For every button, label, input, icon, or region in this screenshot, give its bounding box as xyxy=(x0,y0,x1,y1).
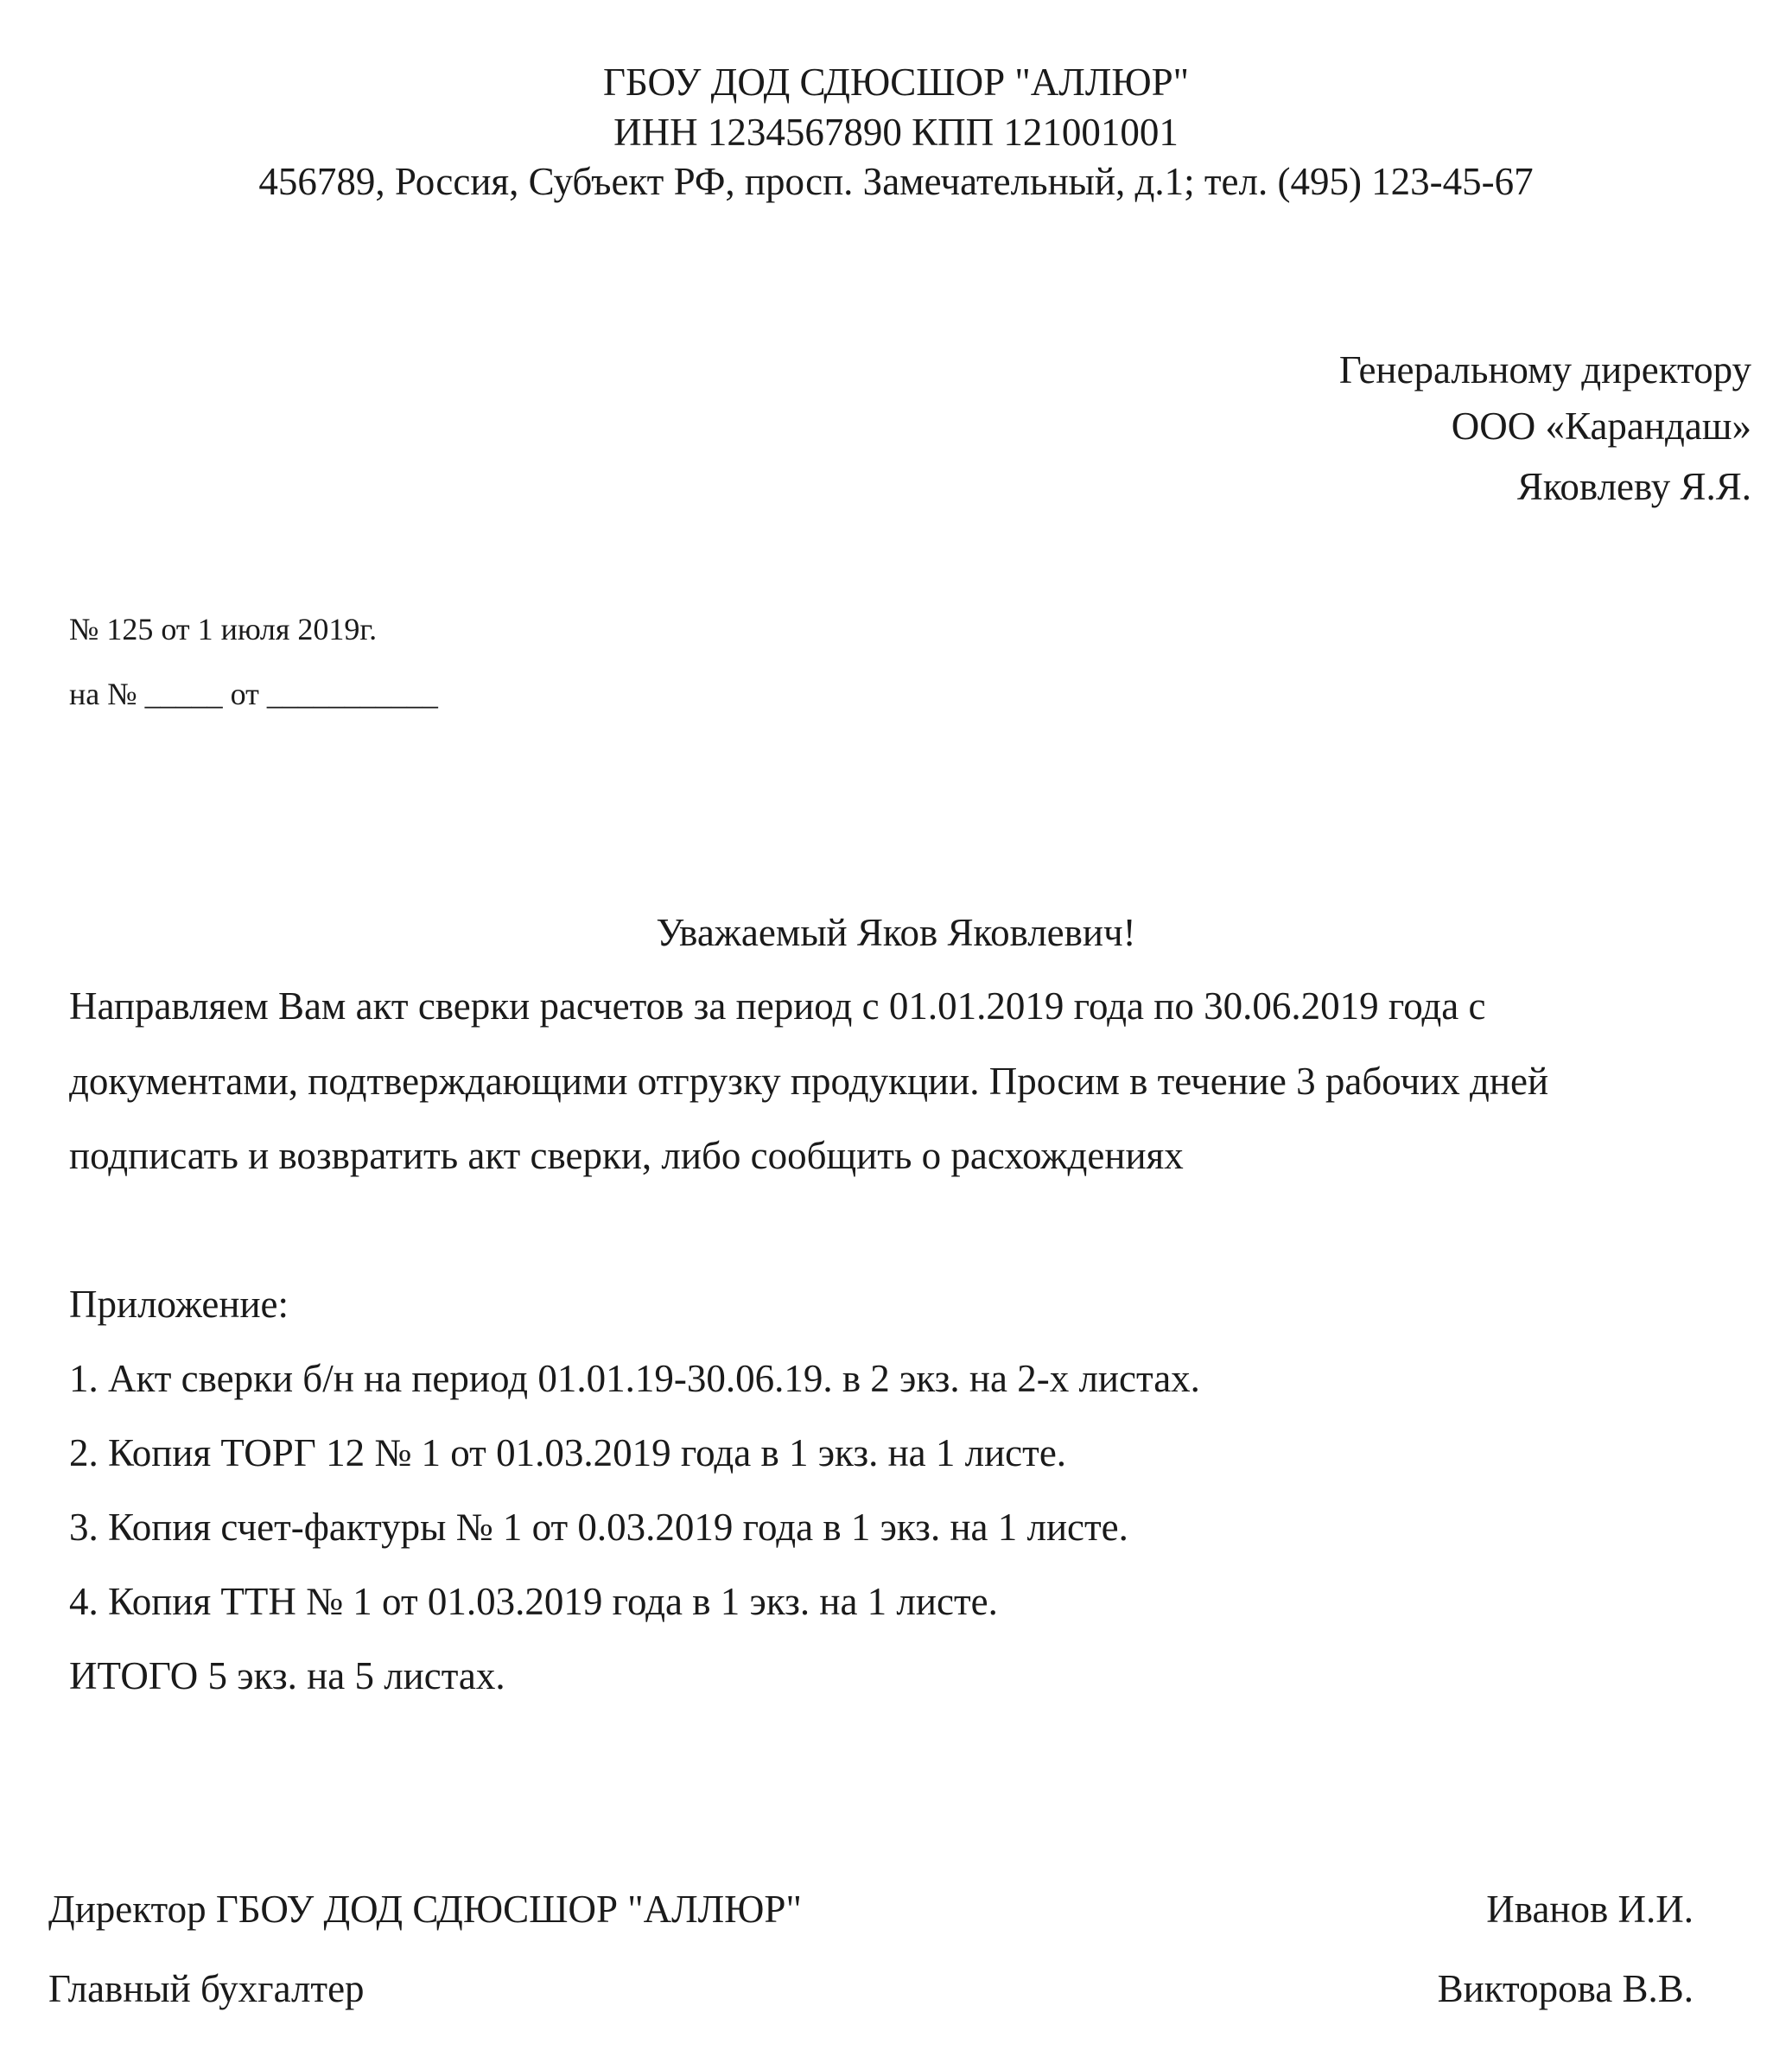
outgoing-reference: № 125 от 1 июля 2019г. xyxy=(69,612,378,646)
attachments-total: ИТОГО 5 экз. на 5 листах. xyxy=(69,1654,505,1697)
attachment-item: 3. Копия счет-фактуры № 1 от 0.03.2019 года в 1 экз. на 1 листе. xyxy=(69,1506,1128,1549)
org-inn-kpp: ИНН 1234567890 КПП 121001001 xyxy=(613,111,1179,154)
body-line: документами, подтверждающими отгрузку продукции. Просим в течение 3 рабочих дней xyxy=(69,1060,1549,1103)
signature-name-director: Иванов И.И. xyxy=(1486,1888,1694,1931)
recipient-position: Генеральному директору xyxy=(1338,348,1751,392)
salutation: Уважаемый Яков Яковлевич! xyxy=(656,911,1136,954)
attachment-item: 1. Акт сверки б/н на период 01.01.19-30.06.19. в 2 экз. на 2-х листах. xyxy=(69,1357,1200,1400)
body-line: Направляем Вам акт сверки расчетов за период с 01.01.2019 года по 30.06.2019 года с xyxy=(69,984,1486,1028)
org-name: ГБОУ ДОД СДЮСШОР "АЛЛЮР" xyxy=(603,60,1189,104)
signature-name-accountant: Викторова В.В. xyxy=(1437,1967,1694,2010)
org-address: 456789, Россия, Субъект РФ, просп. Замечательный, д.1; тел. (495) 123-45-67 xyxy=(258,160,1534,203)
signature-title-accountant: Главный бухгалтер xyxy=(48,1967,365,2010)
attachment-item: 2. Копия ТОРГ 12 № 1 от 01.03.2019 года в 1 экз. на 1 листе. xyxy=(69,1431,1067,1474)
signature-title-director: Директор ГБОУ ДОД СДЮСШОР "АЛЛЮР" xyxy=(48,1888,802,1931)
recipient-company: ООО «Карандаш» xyxy=(1451,404,1751,448)
body-line: подписать и возвратить акт сверки, либо сообщить о расхождениях xyxy=(69,1134,1184,1177)
attachment-item: 4. Копия ТТН № 1 от 01.03.2019 года в 1 экз. на 1 листе. xyxy=(69,1580,998,1623)
attachments-heading: Приложение: xyxy=(69,1283,289,1326)
recipient-name: Яковлеву Я.Я. xyxy=(1516,465,1751,508)
incoming-reference: на № _____ от ___________ xyxy=(69,677,438,711)
